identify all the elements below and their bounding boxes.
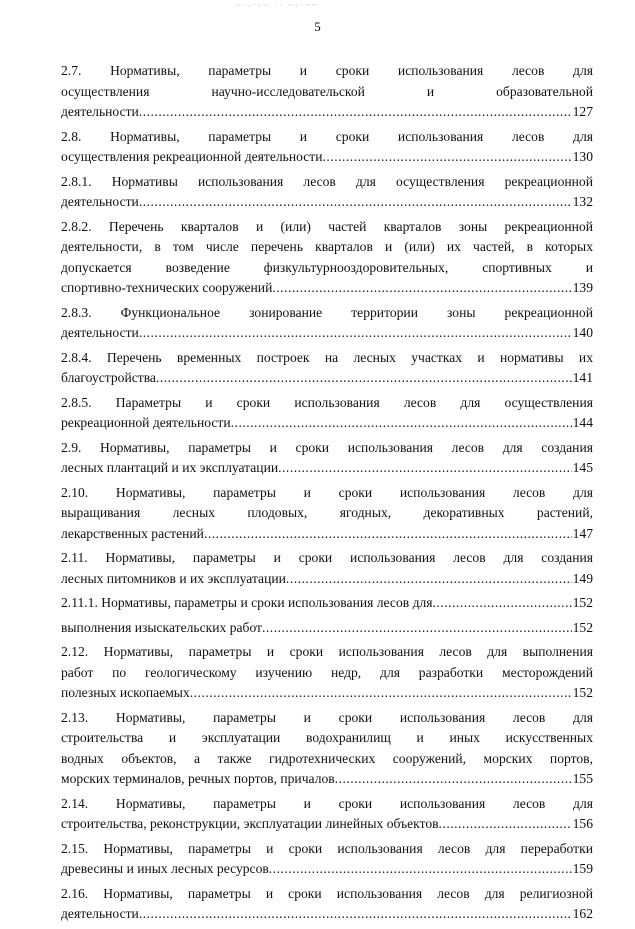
toc-entry-last-line bbox=[61, 814, 593, 835]
toc-entry-line: строительства и эксплуатации водохранилищ и иных искусственных bbox=[61, 730, 593, 745]
toc-entry-last-line bbox=[61, 769, 593, 790]
toc-entry bbox=[61, 642, 593, 704]
toc-page-number: 140 bbox=[572, 325, 593, 340]
toc-entry bbox=[61, 708, 593, 790]
toc-entry-line: 2.7. Нормативы, параметры и сроки использования лесов для bbox=[61, 63, 593, 78]
toc-entry-last-line bbox=[61, 569, 593, 590]
toc-entry-last-line bbox=[61, 904, 593, 925]
toc-entry-title-end: морских терминалов, речных портов, причалов bbox=[61, 771, 335, 786]
dot-leader bbox=[139, 192, 572, 213]
dot-leader bbox=[139, 904, 572, 925]
dot-leader bbox=[262, 618, 572, 639]
toc-entry-line: 2.10. Нормативы, параметры и сроки использования лесов для bbox=[61, 484, 593, 500]
dot-leader bbox=[278, 458, 571, 479]
toc-entry-line: 2.16. Нормативы, параметры и сроки использования лесов для религиозной bbox=[61, 885, 593, 901]
dot-leader bbox=[286, 569, 572, 590]
dot-leader bbox=[335, 769, 572, 790]
toc-entry bbox=[61, 127, 593, 168]
toc-entry-line: деятельности, в том числе перечень кварталов и (или) их частей, в которых bbox=[61, 239, 593, 254]
toc-entry bbox=[61, 593, 593, 614]
toc-page-number: 149 bbox=[572, 570, 593, 586]
toc-entry-title-end: деятельности bbox=[61, 104, 139, 119]
toc-entry-title-end: деятельности bbox=[61, 194, 139, 209]
dot-leader bbox=[323, 147, 572, 168]
page-number: 5 bbox=[314, 19, 321, 34]
toc-entry-last-line bbox=[61, 618, 593, 639]
toc-page-number: 127 bbox=[572, 104, 593, 119]
toc-page-number: 152 bbox=[572, 685, 593, 700]
toc-entry-last-line bbox=[61, 413, 593, 434]
toc-page-number: 139 bbox=[572, 280, 593, 295]
dot-leader bbox=[156, 368, 572, 389]
toc-entry-title-end: благоустройства bbox=[61, 370, 156, 385]
toc-page-number: 130 bbox=[572, 149, 593, 164]
dot-leader bbox=[139, 323, 572, 344]
toc-entry-last-line bbox=[61, 102, 593, 123]
toc-entry-last-line bbox=[61, 192, 593, 213]
toc-entry bbox=[61, 303, 593, 344]
toc-entry-title-end: строительства, реконструкции, эксплуатации линейных объектов bbox=[61, 816, 439, 831]
toc-entry-line: водных объектов, а также гидротехнических сооружений, морских портов, bbox=[61, 750, 593, 766]
toc-entry-title-end: 2.11.1. Нормативы, параметры и сроки использования лесов для bbox=[61, 595, 433, 610]
toc-page-number: 152 bbox=[572, 619, 593, 635]
dot-leader bbox=[190, 683, 572, 704]
toc-entry-line: 2.14. Нормативы, параметры и сроки использования лесов для bbox=[61, 795, 593, 811]
dot-leader bbox=[139, 102, 572, 123]
toc-entry bbox=[61, 172, 593, 213]
toc-page-number: 159 bbox=[572, 861, 593, 876]
dot-leader bbox=[272, 278, 571, 299]
toc-entry-last-line bbox=[61, 458, 593, 479]
dot-leader bbox=[204, 524, 572, 545]
toc-page-number: 145 bbox=[572, 460, 593, 475]
scan-artifact: ~·‑·‑~ ·· ~‑·~~ bbox=[236, 0, 319, 10]
toc-page-number: 141 bbox=[572, 370, 593, 385]
toc-entry-last-line bbox=[61, 323, 593, 344]
toc-entry bbox=[61, 794, 593, 835]
toc-entry-line: 2.8.5. Параметры и сроки использования лесов для осуществления bbox=[61, 394, 593, 410]
toc-entry-line: 2.8. Нормативы, параметры и сроки использования лесов для bbox=[61, 128, 593, 144]
toc-entry-line: 2.15. Нормативы, параметры и сроки использования лесов для переработки bbox=[61, 840, 593, 856]
toc-page-number: 152 bbox=[572, 595, 593, 610]
toc-page-number: 144 bbox=[572, 415, 593, 430]
dot-leader bbox=[439, 814, 572, 835]
dot-leader bbox=[433, 593, 572, 614]
toc-entry-title-end: рекреационной деятельности bbox=[61, 415, 231, 430]
toc-entry-line: 2.8.3. Функциональное зонирование территории зоны рекреационной bbox=[61, 304, 593, 320]
toc-entry bbox=[61, 393, 593, 434]
toc-page-number: 147 bbox=[572, 525, 593, 541]
toc-entry-line: осуществления научно-исследовательской и образовательной bbox=[61, 83, 593, 99]
toc-entry-last-line bbox=[61, 683, 593, 704]
toc-entry bbox=[61, 483, 593, 545]
toc-entry bbox=[61, 61, 593, 123]
toc-entry-title-end: лесных питомников и их эксплуатации bbox=[61, 570, 286, 586]
toc-entry-last-line bbox=[61, 278, 593, 299]
toc-entry-title-end: спортивно-технических сооружений bbox=[61, 280, 273, 295]
toc-entry-last-line bbox=[61, 368, 593, 389]
toc-entry-line: работ по геологическому изучению недр, для разработки месторождений bbox=[61, 664, 593, 680]
toc-entry-title-end: выполнения изыскательских работ bbox=[61, 619, 262, 635]
toc-entry-line: 2.9. Нормативы, параметры и сроки использования лесов для создания bbox=[61, 439, 593, 455]
toc-entry-last-line bbox=[61, 859, 593, 880]
toc-entry bbox=[61, 839, 593, 880]
toc-entry-line: 2.11. Нормативы, параметры и сроки использования лесов для создания bbox=[61, 550, 593, 565]
toc-entry-title-end: деятельности bbox=[61, 906, 139, 921]
toc-entry-last-line bbox=[61, 147, 593, 168]
toc-page-number: 132 bbox=[572, 194, 593, 209]
toc-page-number: 162 bbox=[572, 906, 593, 921]
toc-entry bbox=[61, 618, 593, 639]
toc-entry bbox=[61, 438, 593, 479]
table-of-contents bbox=[61, 61, 593, 929]
toc-entry bbox=[61, 348, 593, 389]
toc-entry-last-line bbox=[61, 524, 593, 545]
toc-entry-title-end: осуществления рекреационной деятельности bbox=[61, 149, 323, 164]
toc-entry-last-line bbox=[61, 593, 593, 614]
toc-entry bbox=[61, 884, 593, 925]
toc-page-number: 155 bbox=[572, 771, 593, 786]
toc-entry-line: 2.8.1. Нормативы использования лесов для осуществления рекреационной bbox=[61, 173, 593, 189]
toc-entry-line: 2.8.4. Перечень временных построек на лесных участках и нормативы их bbox=[61, 349, 593, 365]
toc-entry-title-end: деятельности bbox=[61, 325, 139, 340]
dot-leader bbox=[269, 859, 572, 880]
toc-entry-title-end: древесины и иных лесных ресурсов bbox=[61, 861, 269, 876]
toc-page-number: 156 bbox=[572, 816, 593, 831]
toc-entry-line: 2.8.2. Перечень кварталов и (или) частей кварталов зоны рекреационной bbox=[61, 218, 593, 234]
toc-entry-line: 2.13. Нормативы, параметры и сроки использования лесов для bbox=[61, 709, 593, 725]
toc-entry-title-end: лекарственных растений bbox=[61, 525, 204, 541]
toc-entry bbox=[61, 548, 593, 589]
toc-entry bbox=[61, 217, 593, 299]
toc-entry-title-end: полезных ископаемых bbox=[61, 685, 190, 700]
toc-entry-line: выращивания лесных плодовых, ягодных, декоративных растений, bbox=[61, 505, 593, 520]
dot-leader bbox=[231, 413, 572, 434]
toc-entry-line: допускается возведение физкультурнооздоровительных, спортивных и bbox=[61, 259, 593, 275]
toc-entry-title-end: лесных плантаций и их эксплуатации bbox=[61, 460, 279, 475]
toc-entry-line: 2.12. Нормативы, параметры и сроки использования лесов для выполнения bbox=[61, 644, 593, 659]
